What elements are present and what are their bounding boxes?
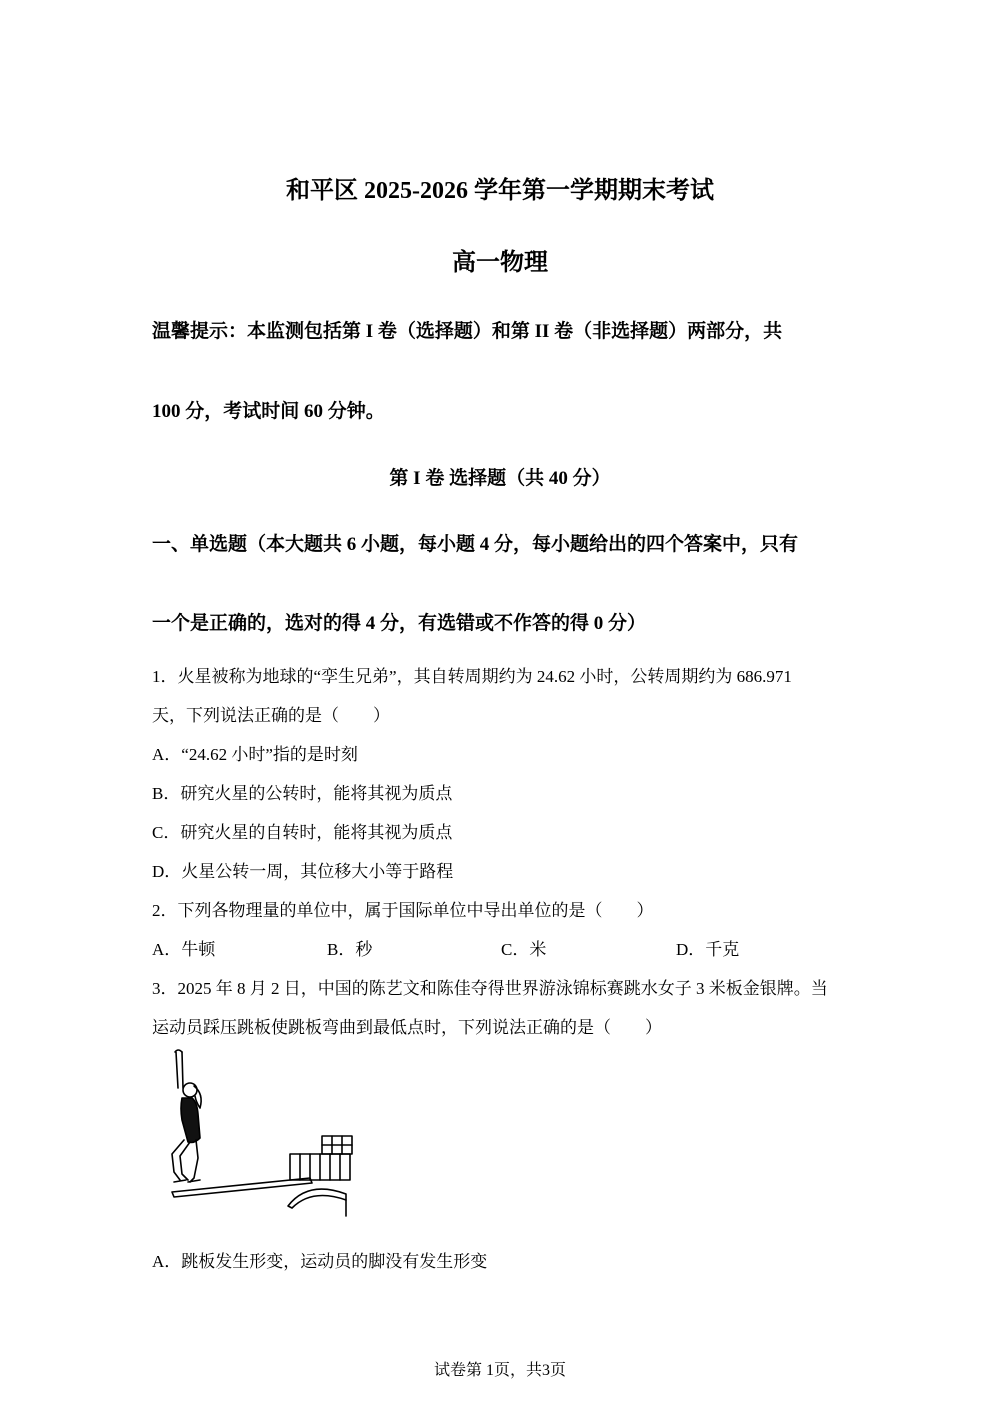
question-3-stem-line-1: 3．2025 年 8 月 2 日，中国的陈艺文和陈佳夺得世界游泳锦标赛跳水女子 3 米板金银牌。当 <box>152 979 828 998</box>
question-3-option-a: A．跳板发生形变，运动员的脚没有发生形变 <box>152 1252 488 1271</box>
question-3-stem-line-2: 运动员踩压跳板使跳板弯曲到最低点时，下列说法正确的是（ ） <box>152 1018 662 1037</box>
notice-line-2: 100 分，考试时间 60 分钟。 <box>152 401 385 422</box>
question-2-option-b: B．秒 <box>327 940 373 959</box>
question-1-option-a: A．“24.62 小时”指的是时刻 <box>152 745 358 764</box>
question-1-option-b: B．研究火星的公转时，能将其视为质点 <box>152 784 453 803</box>
question-1-option-d: D．火星公转一周，其位移大小等于路程 <box>152 862 454 881</box>
question-2-stem: 2．下列各物理量的单位中，属于国际单位中导出单位的是（ ） <box>152 901 654 920</box>
exam-subject: 高一物理 <box>452 250 548 276</box>
section-title: 第 I 卷 选择题（共 40 分） <box>389 468 611 489</box>
question-2-option-c: C．米 <box>501 940 547 959</box>
question-1-stem-line-1: 1．火星被称为地球的“孪生兄弟”，其自转周期约为 24.62 小时，公转周期约为 686.971 <box>152 667 792 686</box>
section-instructions-line-2: 一个是正确的，选对的得 4 分，有选错或不作答的得 0 分） <box>152 613 647 634</box>
diving-board-figure <box>160 1048 360 1218</box>
question-1-stem-line-2: 天，下列说法正确的是（ ） <box>152 706 390 725</box>
section-instructions-line-1: 一、单选题（本大题共 6 小题，每小题 4 分，每小题给出的四个答案中，只有 <box>152 534 799 555</box>
question-1-option-c: C．研究火星的自转时，能将其视为质点 <box>152 823 453 842</box>
page-footer: 试卷第 1页，共3页 <box>433 1362 566 1379</box>
question-2-option-a: A．牛顿 <box>152 940 216 959</box>
exam-title: 和平区 2025-2026 学年第一学期期末考试 <box>286 178 714 204</box>
question-2-option-d: D．千克 <box>676 940 740 959</box>
notice-line-1: 温馨提示：本监测包括第 I 卷（选择题）和第 II 卷（非选择题）两部分，共 <box>152 321 783 342</box>
